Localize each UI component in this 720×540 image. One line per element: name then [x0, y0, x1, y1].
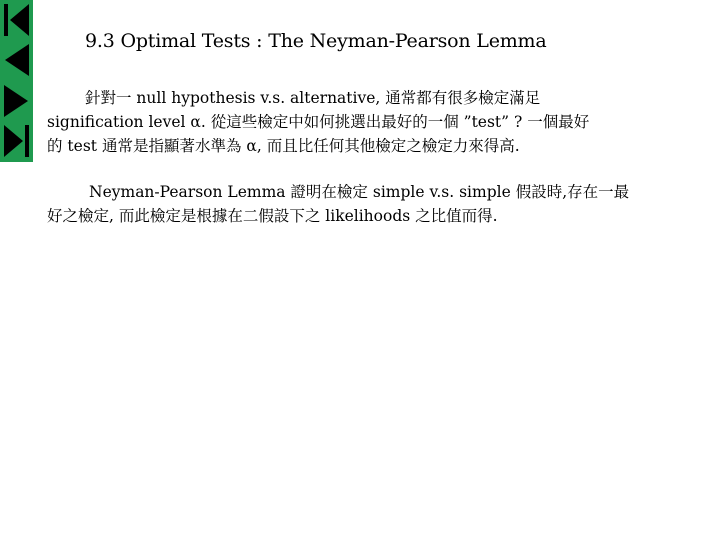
slide-navigation-bar: [0, 0, 33, 162]
first-slide-icon: [0, 0, 33, 40]
paragraph-line: 針對一 null hypothesis v.s. alternative, 通常都有很多檢定滿足: [85, 89, 541, 107]
next-slide-icon: [0, 81, 33, 121]
paragraph-line: 的 test 通常是指顯著水準為 α, 而且比任何其他檢定之檢定力來得高.: [47, 137, 520, 155]
previous-slide-button[interactable]: [0, 40, 33, 80]
first-slide-button[interactable]: [0, 0, 33, 40]
next-slide-button[interactable]: [0, 81, 33, 121]
last-slide-button[interactable]: [0, 121, 33, 161]
paragraph-neyman-intro: [47, 86, 707, 158]
slide-title: 9.3 Optimal Tests : The Neyman-Pearson Lemma: [85, 30, 547, 52]
paragraph-line: Neyman-Pearson Lemma 證明在檢定 simple v.s. simple 假設時,存在一最: [89, 183, 630, 201]
last-slide-icon: [0, 121, 33, 161]
paragraph-line: 好之檢定, 而此檢定是根據在二假設下之 likelihoods 之比值而得.: [47, 207, 498, 225]
paragraph-lemma-statement: [47, 180, 707, 228]
paragraph-line: signification level α. 從這些檢定中如何挑選出最好的一個 ”test” ? 一個最好: [47, 113, 590, 131]
previous-slide-icon: [0, 40, 33, 80]
